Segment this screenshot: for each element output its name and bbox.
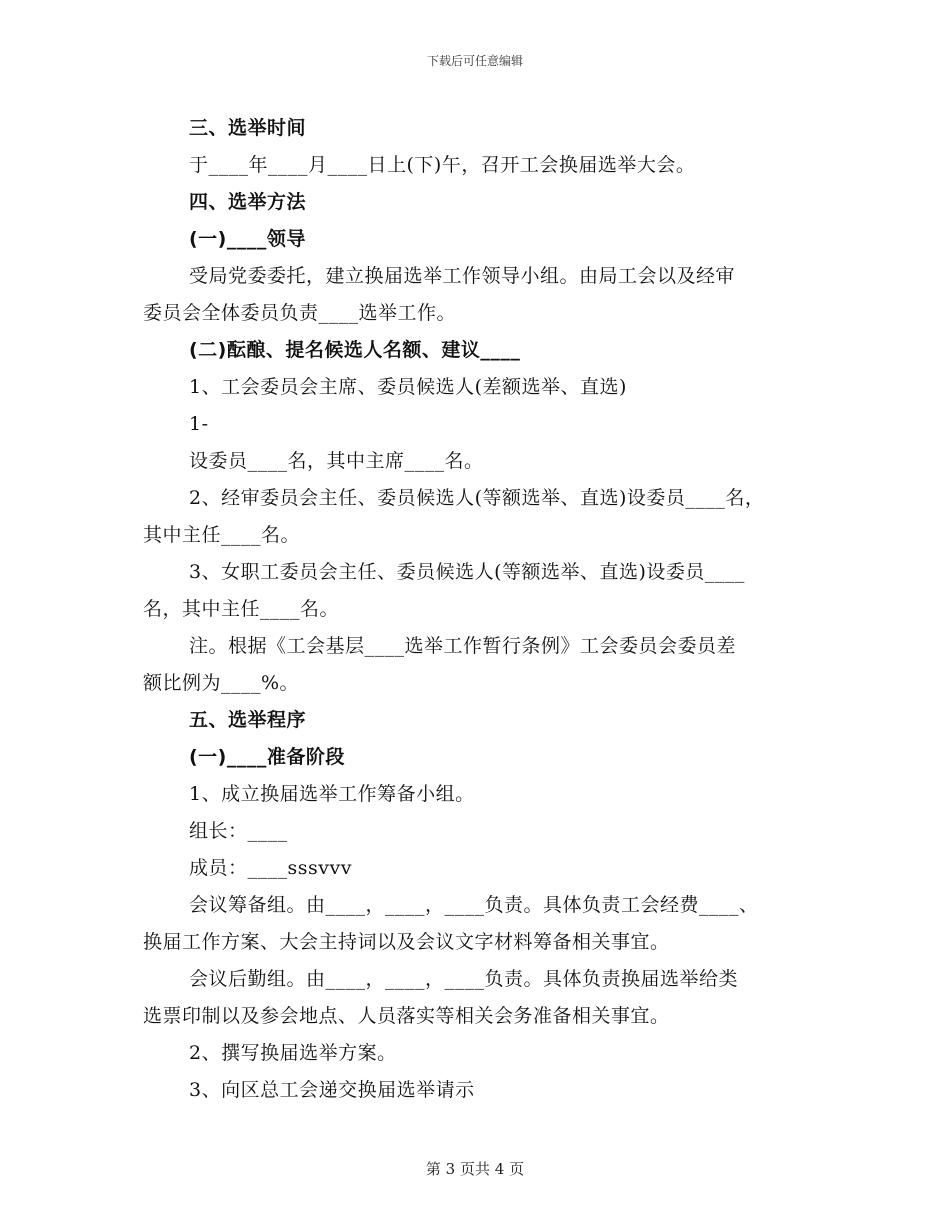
paragraph-line: 受局党委委托，建立换届选举工作领导小组。由局工会以及经审 (189, 265, 736, 287)
paragraph-line: 其中主任____名。 (143, 524, 301, 546)
section-heading: 四、选举方法 (189, 191, 307, 213)
paragraph-line: 于____年____月____日上(下)午，召开工会换届选举大会。 (189, 154, 696, 176)
paragraph-line: 3、向区总工会递交换届选举请示 (189, 1079, 475, 1101)
paragraph-line: 委员会全体委员负责____选举工作。 (143, 302, 457, 324)
paragraph-line: 3、女职工委员会主任、委员候选人(等额选举、直选)设委员____ (189, 561, 745, 583)
paragraph-line: 成员：____sssvvv (189, 857, 352, 879)
section-heading: (二)酝酿、提名候选人名额、建议____ (189, 339, 521, 361)
paragraph-line: 额比例为____%。 (143, 672, 300, 694)
paragraph-line: 会议后勤组。由____，____，____负责。具体负责换届选举给类 (189, 968, 739, 990)
section-heading: 三、选举时间 (189, 117, 307, 139)
paragraph-line: 1- (189, 413, 209, 435)
paragraph-line: 1、工会委员会主席、委员候选人(差额选举、直选) (189, 376, 627, 398)
paragraph-line: 2、撰写换届选举方案。 (189, 1042, 397, 1064)
paragraph-line: 会议筹备组。由____，____，____负责。具体负责工会经费____、 (189, 894, 759, 916)
section-heading: 五、选举程序 (189, 709, 307, 731)
section-heading: (一)____领导 (189, 228, 306, 250)
page-header: 下载后可任意编辑 (426, 54, 523, 68)
paragraph-line: 名，其中主任____名。 (143, 598, 340, 620)
paragraph-line: 组长：____ (189, 820, 288, 842)
section-heading: (一)____准备阶段 (189, 746, 345, 768)
paragraph-line: 选票印制以及参会地点、人员落实等相关会务准备相关事宜。 (143, 1005, 670, 1027)
paragraph-line: 1、成立换届选举工作筹备小组。 (189, 783, 475, 805)
document-body (143, 110, 823, 1109)
paragraph-line: 设委员____名，其中主席____名。 (189, 450, 484, 472)
paragraph-line: 注。根据《工会基层____选举工作暂行条例》工会委员会委员差 (189, 635, 737, 657)
paragraph-line: 换届工作方案、大会主持词以及会议文字材料筹备相关事宜。 (143, 931, 670, 953)
paragraph-line: 2、经审委员会主任、委员候选人(等额选举、直选)设委员____名， (189, 487, 765, 509)
page-footer: 第 3 页共 4 页 (425, 1160, 525, 1178)
